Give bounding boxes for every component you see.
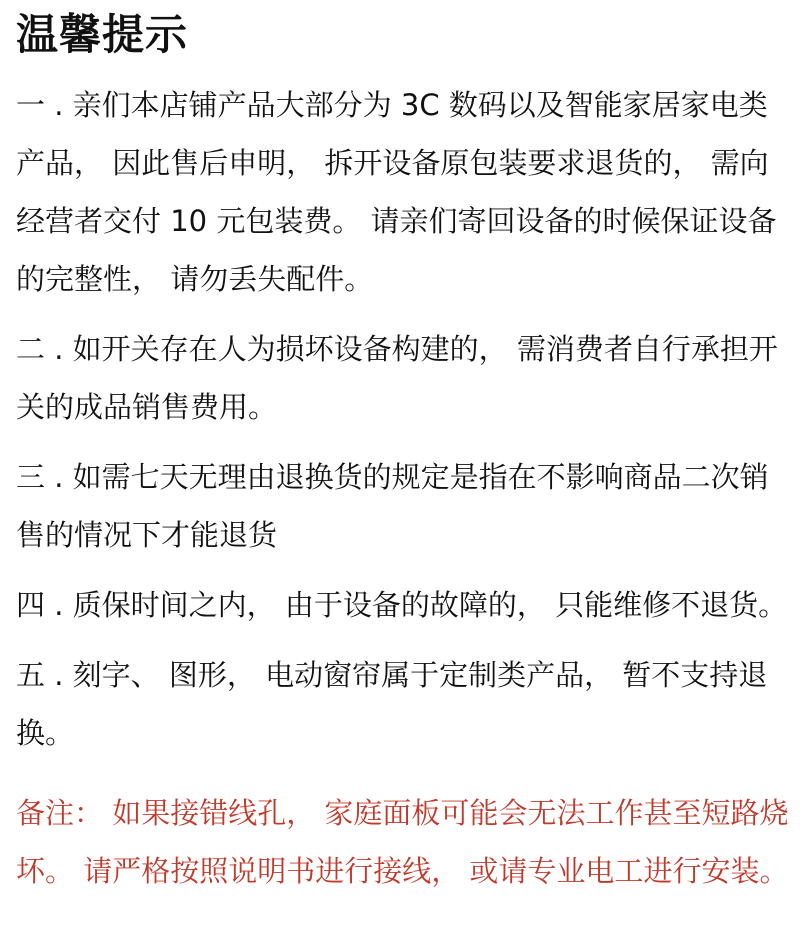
- notice-item-1: [16, 76, 794, 308]
- note-label: 备注：: [16, 796, 113, 830]
- item-number: 三 .: [16, 460, 73, 494]
- item-number: 一 .: [16, 88, 73, 122]
- item-text: 如开关存在人为损坏设备构建的， 需消费者自行承担开关的成品销售费用。: [16, 332, 778, 424]
- item-text: 质保时间之内， 由于设备的故障的， 只能维修不退货。: [72, 588, 788, 622]
- page-title: 温馨提示: [16, 10, 189, 59]
- item-number: 二 .: [16, 332, 73, 366]
- notice-item-5: [16, 646, 794, 762]
- item-text: 如需七天无理由退换货的规定是指在不影响商品二次销售的情况下才能退货: [16, 460, 769, 552]
- notice-item-3: [16, 448, 794, 564]
- item-number: 五 .: [16, 658, 73, 692]
- item-text: 刻字、 图形， 电动窗帘属于定制类产品， 暂不支持退换。: [16, 658, 768, 750]
- notice-item-4: [16, 576, 794, 634]
- item-text: 亲们本店铺产品大部分为 3C 数码以及智能家居家电类产品， 因此售后申明， 拆开设备原包装要求退货的， 需向经营者交付 10 元包装费。 请亲们寄回设备的时候保证设备的完整性， 请勿丢失配件。: [16, 88, 777, 296]
- item-number: 四 .: [16, 588, 73, 622]
- warning-note: [16, 784, 794, 900]
- notice-item-2: [16, 320, 794, 436]
- note-text: 如果接错线孔， 家庭面板可能会无法工作甚至短路烧坏。 请严格按照说明书进行接线， 或请专业电工进行安装。: [16, 796, 789, 888]
